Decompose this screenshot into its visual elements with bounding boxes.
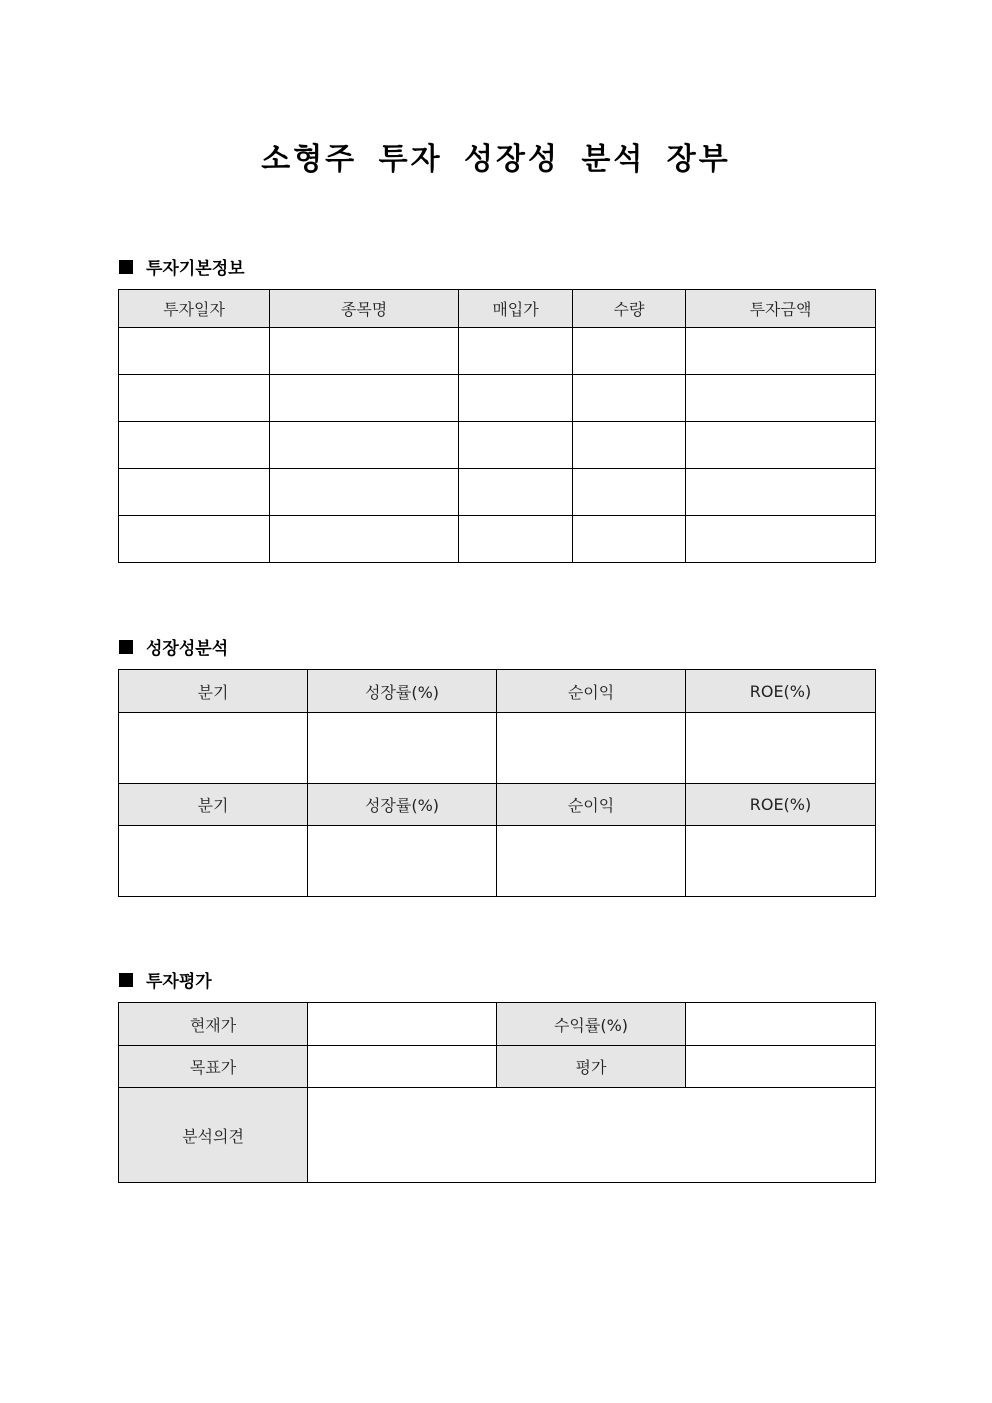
opinion-label: 분석의견 (119, 1088, 308, 1183)
column-header-investment-amount: 투자금액 (686, 290, 876, 328)
cell-date[interactable] (119, 469, 270, 516)
square-bullet-icon (119, 260, 133, 274)
table-header-row (119, 670, 876, 713)
return-rate-label: 수익률(%) (497, 1003, 686, 1046)
cell-quarter[interactable] (119, 826, 308, 897)
current-price-field[interactable] (308, 1003, 497, 1046)
square-bullet-icon (119, 640, 133, 654)
table-row (119, 328, 876, 375)
cell-purchase-price[interactable] (459, 328, 573, 375)
cell-quantity[interactable] (573, 422, 686, 469)
table-row (119, 1046, 876, 1088)
opinion-field[interactable] (308, 1088, 876, 1183)
table-row (119, 713, 876, 784)
cell-quarter[interactable] (119, 713, 308, 784)
cell-purchase-price[interactable] (459, 469, 573, 516)
table-row (119, 1003, 876, 1046)
column-header-purchase-price: 매입가 (459, 290, 573, 328)
target-price-field[interactable] (308, 1046, 497, 1088)
cell-date[interactable] (119, 328, 270, 375)
cell-investment-amount[interactable] (686, 469, 876, 516)
cell-growth-rate[interactable] (308, 713, 497, 784)
cell-net-income[interactable] (497, 826, 686, 897)
column-header-net-income: 순이익 (497, 784, 686, 826)
cell-roe[interactable] (686, 713, 876, 784)
cell-growth-rate[interactable] (308, 826, 497, 897)
cell-purchase-price[interactable] (459, 516, 573, 563)
column-header-quantity: 수량 (573, 290, 686, 328)
table-row (119, 375, 876, 422)
rating-field[interactable] (686, 1046, 876, 1088)
rating-label: 평가 (497, 1046, 686, 1088)
cell-investment-amount[interactable] (686, 422, 876, 469)
cell-stock-name[interactable] (270, 422, 459, 469)
basic-info-table (118, 289, 876, 563)
section-heading-label: 투자평가 (146, 972, 212, 992)
cell-investment-amount[interactable] (686, 375, 876, 422)
cell-quantity[interactable] (573, 516, 686, 563)
target-price-label: 목표가 (119, 1046, 308, 1088)
cell-stock-name[interactable] (270, 516, 459, 563)
section-heading-growth-analysis (119, 634, 228, 659)
table-row (119, 826, 876, 897)
column-header-roe: ROE(%) (686, 670, 876, 713)
cell-date[interactable] (119, 375, 270, 422)
cell-quantity[interactable] (573, 328, 686, 375)
cell-purchase-price[interactable] (459, 375, 573, 422)
cell-investment-amount[interactable] (686, 328, 876, 375)
table-row (119, 516, 876, 563)
table-row (119, 1088, 876, 1183)
table-header-row (119, 784, 876, 826)
cell-quantity[interactable] (573, 375, 686, 422)
table-row (119, 422, 876, 469)
cell-date[interactable] (119, 422, 270, 469)
cell-date[interactable] (119, 516, 270, 563)
column-header-roe: ROE(%) (686, 784, 876, 826)
cell-stock-name[interactable] (270, 328, 459, 375)
current-price-label: 현재가 (119, 1003, 308, 1046)
table-row (119, 469, 876, 516)
column-header-date: 투자일자 (119, 290, 270, 328)
table-header-row (119, 290, 876, 328)
square-bullet-icon (119, 973, 133, 987)
return-rate-field[interactable] (686, 1003, 876, 1046)
cell-roe[interactable] (686, 826, 876, 897)
column-header-stock-name: 종목명 (270, 290, 459, 328)
evaluation-table (118, 1002, 876, 1183)
section-heading-evaluation (119, 967, 212, 992)
cell-quantity[interactable] (573, 469, 686, 516)
page-title: 소형주 투자 성장성 분석 장부 (261, 142, 731, 177)
cell-net-income[interactable] (497, 713, 686, 784)
column-header-quarter: 분기 (119, 784, 308, 826)
cell-investment-amount[interactable] (686, 516, 876, 563)
section-heading-label: 투자기본정보 (146, 259, 245, 279)
section-heading-basic-info (119, 254, 245, 279)
cell-stock-name[interactable] (270, 469, 459, 516)
column-header-quarter: 분기 (119, 670, 308, 713)
section-heading-label: 성장성분석 (146, 639, 229, 659)
column-header-growth-rate: 성장률(%) (308, 784, 497, 826)
column-header-growth-rate: 성장률(%) (308, 670, 497, 713)
cell-purchase-price[interactable] (459, 422, 573, 469)
growth-analysis-table (118, 669, 876, 897)
column-header-net-income: 순이익 (497, 670, 686, 713)
cell-stock-name[interactable] (270, 375, 459, 422)
